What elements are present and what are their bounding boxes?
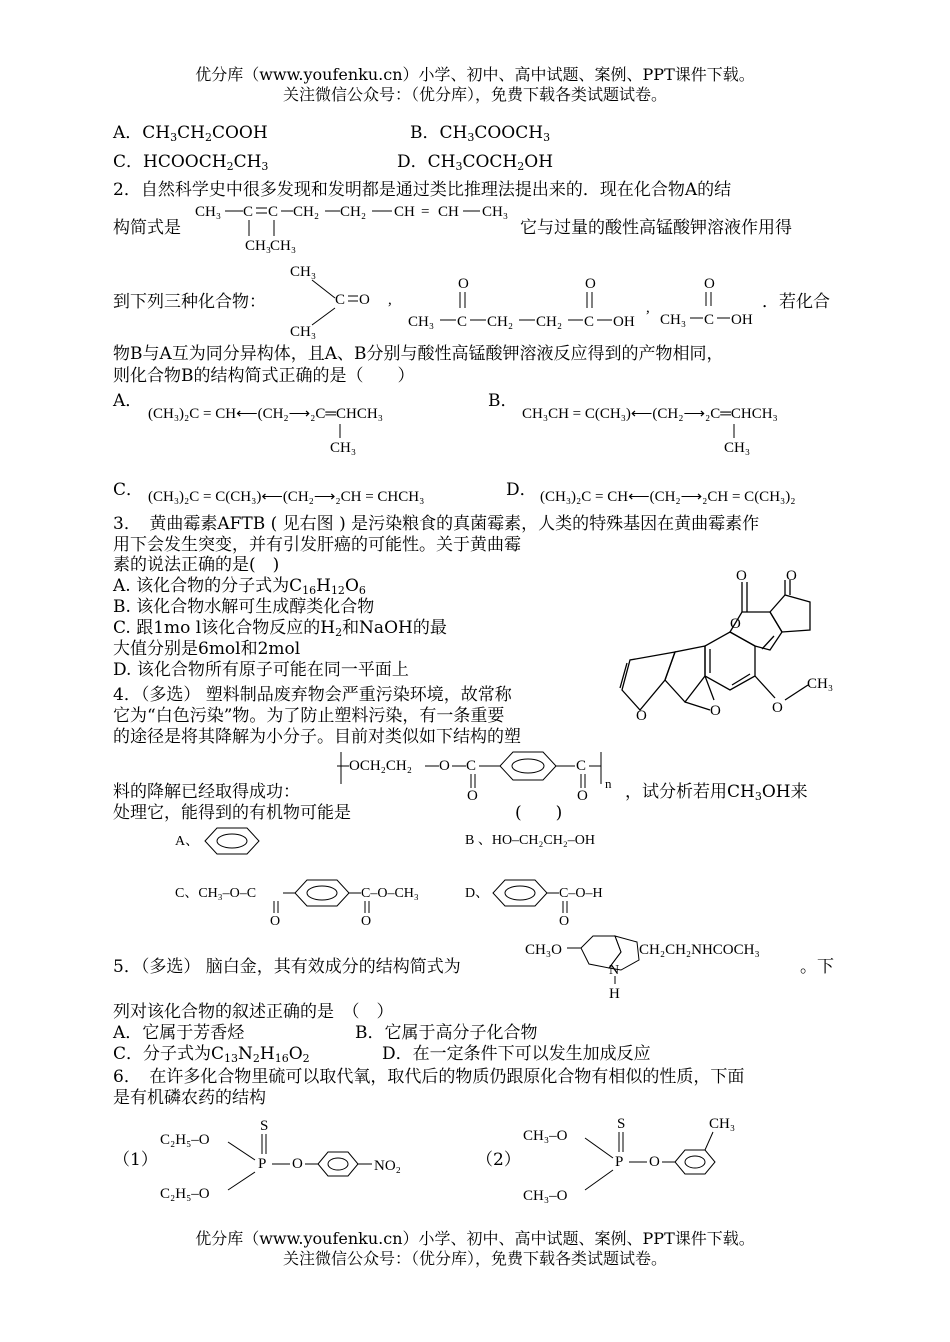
q2-option-c-label: C．	[113, 480, 144, 500]
svg-text:CH₃: CH₃	[660, 312, 687, 328]
svg-text:C: C	[457, 314, 468, 330]
q4-option-a-benzene	[175, 826, 275, 856]
svg-text:P: P	[615, 1154, 624, 1170]
svg-text:N: N	[609, 963, 620, 978]
svg-text:O: O	[736, 568, 747, 584]
svg-text:CH₃: CH₃	[724, 440, 751, 456]
q2-option-c-structure	[148, 484, 458, 508]
q4-line-1: 4．（多选） 塑料制品废弃物会严重污染环境，故常称	[113, 685, 512, 705]
acetone-structure	[290, 262, 400, 342]
q1-option-d: D．$CH_3COCH_2OH$	[397, 152, 554, 173]
q4-line-5: 处理它，能得到的有机物可能是	[113, 803, 351, 823]
svg-text:CH₃: CH₃	[290, 264, 317, 280]
svg-text:(CH₃)₂C = CH⟵(CH₂⟶₂C═CHCH₃: (CH₃)₂C = CH⟵(CH₂⟶₂C═CHCH₃	[148, 406, 383, 422]
q2-option-d-structure	[540, 484, 830, 508]
svg-text:O: O	[710, 703, 721, 719]
svg-text:S: S	[260, 1118, 269, 1134]
svg-text:NO₂: NO₂	[374, 1158, 401, 1174]
q6-line-1: 6． 在许多化合物里硫可以取代氧，取代后的物质仍跟原化合物有相似的性质，下面	[113, 1067, 745, 1087]
footer-line-1: 优分库（www.youfenku.cn）小学、初中、高中试题、案例、PPT课件下载。	[195, 1229, 755, 1248]
svg-text:O: O	[361, 914, 372, 929]
compound-a-structure	[195, 198, 525, 258]
svg-text:C: C	[335, 292, 346, 308]
svg-text:CH₃: CH₃	[290, 324, 317, 340]
svg-text:CH₃: CH₃	[709, 1116, 736, 1132]
q6-structure-1-label: （1）	[113, 1150, 158, 1170]
svg-text:=: =	[421, 204, 430, 220]
q2-text-4: 物B与A互为同分异构体，且A、B分别与酸性高锰酸钾溶液反应得到的产物相同，	[113, 344, 724, 364]
svg-text:O: O	[730, 616, 741, 632]
q3-option-b: B. 该化合物水解可生成醇类化合物	[113, 597, 375, 617]
footer-line-2: 关注微信公众号：（优分库），免费下载各类试题试卷。	[282, 1249, 667, 1268]
svg-text:(CH₃)₂C = CH⟵(CH₂⟶₂CH = C(CH₃): (CH₃)₂C = CH⟵(CH₂⟶₂CH = C(CH₃)₂	[540, 489, 796, 505]
q6-line-2: 是有机磷农药的结构	[113, 1088, 266, 1108]
q2-text-2a: 构简式是	[113, 218, 181, 238]
svg-text:CH₂: CH₂	[340, 204, 367, 220]
svg-text:S: S	[617, 1116, 626, 1132]
svg-text:O: O	[649, 1154, 660, 1170]
q3-option-d: D. 该化合物所有原子可能在同一平面上	[113, 660, 409, 680]
svg-text:O: O	[636, 708, 647, 724]
svg-text:A、: A、	[175, 834, 200, 849]
svg-text:C: C	[243, 204, 254, 220]
svg-text:O: O	[772, 700, 783, 716]
svg-text:O: O	[704, 276, 715, 292]
svg-text:C–O–H: C–O–H	[559, 886, 603, 901]
svg-text:CH₃–O: CH₃–O	[523, 1128, 568, 1144]
svg-text:CH₃: CH₃	[330, 440, 357, 456]
q4-paren: ( )	[515, 803, 563, 823]
svg-text:C: C	[584, 314, 595, 330]
q3-option-a: A. 该化合物的分子式为$C_{16}H_{12}O_6$	[113, 576, 366, 597]
q2-text-5: 则化合物B的结构简式正确的是（ ）	[113, 366, 415, 386]
svg-text:C、CH₃–O–C: C、CH₃–O–C	[175, 886, 257, 901]
q2-option-b-label: B．	[488, 391, 518, 411]
svg-text:O: O	[439, 758, 450, 774]
polymer-structure	[335, 738, 635, 802]
svg-text:O: O	[559, 914, 570, 929]
svg-text:CH₃: CH₃	[270, 238, 297, 254]
svg-text:OH: OH	[731, 312, 753, 328]
svg-text:,: ,	[388, 292, 392, 308]
svg-text:O: O	[786, 568, 797, 584]
svg-text:D、: D、	[465, 886, 490, 901]
q2-text-3b: ．若化合	[762, 292, 830, 312]
q2-option-a-label: A．	[113, 391, 143, 411]
svg-text:CH₂: CH₂	[536, 314, 563, 330]
svg-text:CH₃: CH₃	[195, 204, 222, 220]
svg-text:CH₃: CH₃	[245, 238, 272, 254]
svg-text:C: C	[704, 312, 715, 328]
q2-text-3a: 到下列三种化合物：	[113, 292, 266, 312]
q1-option-b: B．$CH_3COOCH_3$	[410, 123, 551, 144]
svg-text:CH₃CH = C(CH₃)⟵(CH₂⟶₂C═CHCH₃: CH₃CH = C(CH₃)⟵(CH₂⟶₂C═CHCH₃	[522, 406, 778, 422]
q1-option-a: A．$CH_3CH_2COOH$	[113, 123, 268, 144]
q3-line-1: 3． 黄曲霉素AFTB ( 见右图 ) 是污染粮食的真菌霉素，人类的特殊基因在黄曲霉素作	[113, 514, 760, 534]
svg-text:C₂H₅–O: C₂H₅–O	[160, 1132, 210, 1148]
q5-option-a: A．它属于芳香烃	[113, 1023, 245, 1043]
svg-text:C₂H₅–O: C₂H₅–O	[160, 1186, 210, 1202]
header-line-1: 优分库（www.youfenku.cn）小学、初中、高中试题、案例、PPT课件下载。	[195, 65, 755, 84]
svg-text:CH: CH	[438, 204, 459, 220]
q4-option-c-structure	[175, 875, 445, 929]
q5-line-2: 列对该化合物的叙述正确的是 （ ）	[113, 1002, 394, 1022]
svg-text:C: C	[466, 758, 477, 774]
svg-text:,: ,	[646, 300, 650, 316]
q4-line-4a: 料的降解已经取得成功：	[113, 782, 300, 802]
q4-line-4b: ，试分析若用$CH_3OH$来	[625, 782, 808, 803]
svg-text:B 、HO–CH₂CH₂–OH: B 、HO–CH₂CH₂–OH	[465, 833, 595, 848]
svg-text:OCH₂CH₂: OCH₂CH₂	[349, 758, 412, 774]
svg-text:O: O	[467, 788, 478, 804]
acetic-acid-structure	[660, 274, 770, 334]
q2-option-b-structure	[522, 400, 822, 460]
svg-text:OH: OH	[613, 314, 635, 330]
svg-text:P: P	[258, 1156, 267, 1172]
svg-text:C: C	[268, 204, 279, 220]
q5-option-b: B．它属于高分子化合物	[355, 1023, 538, 1043]
svg-text:n: n	[605, 776, 612, 791]
aflatoxin-structure	[610, 560, 850, 724]
svg-text:C: C	[576, 758, 587, 774]
svg-text:CH₃–O: CH₃–O	[523, 1188, 568, 1204]
svg-text:CH₃: CH₃	[482, 204, 509, 220]
q5-line-1b: 。下	[800, 957, 834, 977]
q5-line-1a: 5．（多选） 脑白金，其有效成分的结构简式为	[113, 957, 461, 977]
svg-text:CH₃: CH₃	[408, 314, 435, 330]
melatonin-structure	[525, 928, 805, 1000]
svg-text:O: O	[359, 292, 370, 308]
q3-option-c-1: C. 跟1mo l该化合物反应的$H_2$和NaOH的最	[113, 618, 447, 639]
q1-option-c: C．$HCOOCH_2CH_3$	[113, 152, 269, 173]
q3-line-2: 用下会发生突变，并有引发肝癌的可能性。关于黄曲霉	[113, 535, 521, 555]
header-line-2: 关注微信公众号：（优分库），免费下载各类试题试卷。	[282, 85, 667, 104]
keto-acid-structure	[408, 274, 648, 334]
q6-structure-2-label: （2）	[476, 1150, 521, 1170]
q4-line-3: 的途径是将其降解为小分子。目前对类似如下结构的塑	[113, 727, 521, 747]
q4-option-b-structure	[465, 826, 665, 850]
q4-line-2: 它为“白色污染”物。为了防止塑料污染，有一条重要	[113, 706, 505, 726]
svg-text:O: O	[577, 788, 588, 804]
svg-text:O: O	[270, 914, 281, 929]
svg-text:O: O	[585, 276, 596, 292]
q3-option-c-2: 大值分别是6mol和2mol	[113, 639, 301, 659]
svg-text:CH₃: CH₃	[807, 676, 834, 692]
svg-text:CH: CH	[394, 204, 415, 220]
svg-text:H: H	[609, 986, 620, 1002]
q2-option-d-label: D．	[506, 480, 537, 500]
q2-text-1: 2．自然科学史中很多发现和发明都是通过类比推理法提出来的．现在化合物A的结	[113, 180, 732, 200]
svg-text:CH₂: CH₂	[293, 204, 320, 220]
parathion-structure	[160, 1112, 430, 1212]
svg-text:CH₂: CH₂	[487, 314, 514, 330]
q3-line-3: 素的说法正确的是( )	[113, 555, 280, 575]
q4-option-d-structure	[465, 875, 645, 929]
svg-text:CH₃O: CH₃O	[525, 942, 562, 958]
svg-text:CH₂CH₂NHCOCH₃: CH₂CH₂NHCOCH₃	[639, 942, 760, 958]
svg-text:O: O	[458, 276, 469, 292]
svg-text:O: O	[292, 1156, 303, 1172]
q5-option-c: C．分子式为$C_{13}N_2H_{16}O_2$	[113, 1044, 310, 1065]
q2-text-2b: 它与过量的酸性高锰酸钾溶液作用得	[520, 218, 792, 238]
svg-text:(CH₃)₂C = C(CH₃)⟵(CH₂⟶₂CH = CH: (CH₃)₂C = C(CH₃)⟵(CH₂⟶₂CH = CHCH₃	[148, 489, 425, 505]
svg-text:C–O–CH₃: C–O–CH₃	[361, 886, 419, 901]
methyl-parathion-analog-structure	[523, 1108, 753, 1213]
q5-option-d: D．在一定条件下可以发生加成反应	[382, 1044, 651, 1064]
q2-option-a-structure	[148, 400, 428, 460]
